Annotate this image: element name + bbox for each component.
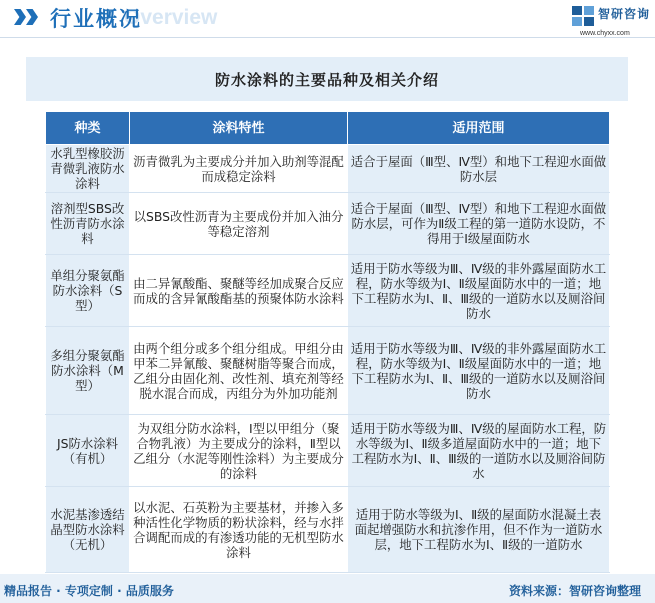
cell-type: 溶剂型SBS改性沥青防水涂料 xyxy=(46,193,130,255)
title-card xyxy=(26,57,628,101)
table-row xyxy=(46,193,610,255)
footer-source: 资料来源：智研咨询整理 xyxy=(508,584,641,598)
column-header-feature: 涂料特性 xyxy=(130,112,348,145)
header-divider xyxy=(0,37,655,38)
brand-logo-icon xyxy=(571,5,595,27)
cell-type: 水乳型橡胶沥青微乳液防水涂料 xyxy=(46,145,130,193)
brand-url: www.chyxx.com xyxy=(580,30,630,37)
cell-type: 多组分聚氨酯防水涂料（M型） xyxy=(46,327,130,415)
section-title: 行业概况 xyxy=(50,7,142,31)
cell-feature: 由二异氰酸酯、聚醚等经加成聚合反应而成的含异氰酸酯基的预聚体防水涂料 xyxy=(130,255,348,327)
table-row xyxy=(46,327,610,415)
page-footer xyxy=(0,574,655,603)
cell-feature: 以水泥、石英粉为主要基材，并掺入多种活性化学物质的粉状涂料，经与水拌合调配而成的有渗透功能的无机型防水涂料 xyxy=(130,487,348,573)
column-header-type: 种类 xyxy=(46,112,130,145)
cell-scope: 适合于屋面（Ⅲ型、Ⅳ型）和地下工程迎水面做防水层 xyxy=(348,145,610,193)
cell-feature: 以SBS改性沥青为主要成份并加入油分等稳定溶剂 xyxy=(130,193,348,255)
table-title: 防水涂料的主要品种及相关介绍 xyxy=(214,71,439,89)
cell-feature: 沥青微乳为主要成分并加入助剂等混配而成稳定涂料 xyxy=(130,145,348,193)
brand-name: 智研咨询 xyxy=(598,7,651,21)
page-header xyxy=(0,0,655,44)
cell-scope: 适合于屋面（Ⅲ型、Ⅳ型）和地下工程迎水面做防水层，可作为Ⅱ级工程的第一道防水设防，不得用于Ⅰ级屋面防水 xyxy=(348,193,610,255)
cell-scope: 适用于防水等级为Ⅰ、Ⅱ级的屋面防水混凝土表面起增强防水和抗渗作用，但不作为一道防水层，地下工程防水为Ⅰ、Ⅱ级的一道防水 xyxy=(348,487,610,573)
table-row xyxy=(46,487,610,573)
table-row xyxy=(46,415,610,487)
chevron-right-icon xyxy=(14,9,26,25)
section-title-en: Overview xyxy=(124,6,218,29)
cell-scope: 适用于防水等级为Ⅲ、Ⅳ级的屋面防水工程，防水等级为Ⅰ、Ⅱ级多道屋面防水中的一道；地下工程防水为Ⅰ、Ⅱ、Ⅲ级的一道防水以及厕浴间防水 xyxy=(348,415,610,487)
table-row xyxy=(46,255,610,327)
cell-type: 单组分聚氨酯防水涂料（S型） xyxy=(46,255,130,327)
cell-feature: 由两个组分或多个组分组成。甲组分由甲苯二异氰酸、聚醚树脂等聚合而成，乙组分由固化剂、改性剂、填充剂等经脱水混合而成，丙组分为外加功能剂 xyxy=(130,327,348,415)
cell-type: 水泥基渗透结晶型防水涂料（无机） xyxy=(46,487,130,573)
coatings-table xyxy=(45,111,610,573)
cell-feature: 为双组分防水涂料，Ⅰ型以甲组分（聚合物乳液）为主要成分的涂料，Ⅱ型以乙组分（水泥等刚性涂料）为主要成分的涂料 xyxy=(130,415,348,487)
table-header-row xyxy=(46,112,610,145)
table-row xyxy=(46,145,610,193)
cell-scope: 适用于防水等级为Ⅲ、Ⅳ级的非外露屋面防水工程，防水等级为Ⅰ、Ⅱ级屋面防水中的一道；地下工程防水为Ⅰ、Ⅱ、Ⅲ级的一道防水以及厕浴间防水 xyxy=(348,255,610,327)
chevron-right-icon xyxy=(26,9,38,25)
footer-slogan: 精品报告 · 专项定制 · 品质服务 xyxy=(4,584,174,598)
column-header-scope: 适用范围 xyxy=(348,112,610,145)
cell-scope: 适用于防水等级为Ⅲ、Ⅳ级的非外露屋面防水工程，防水等级为Ⅰ、Ⅱ级屋面防水中的一道；地下工程防水为Ⅰ、Ⅱ、Ⅲ级的一道防水以及厕浴间防水 xyxy=(348,327,610,415)
cell-type: JS防水涂料（有机） xyxy=(46,415,130,487)
